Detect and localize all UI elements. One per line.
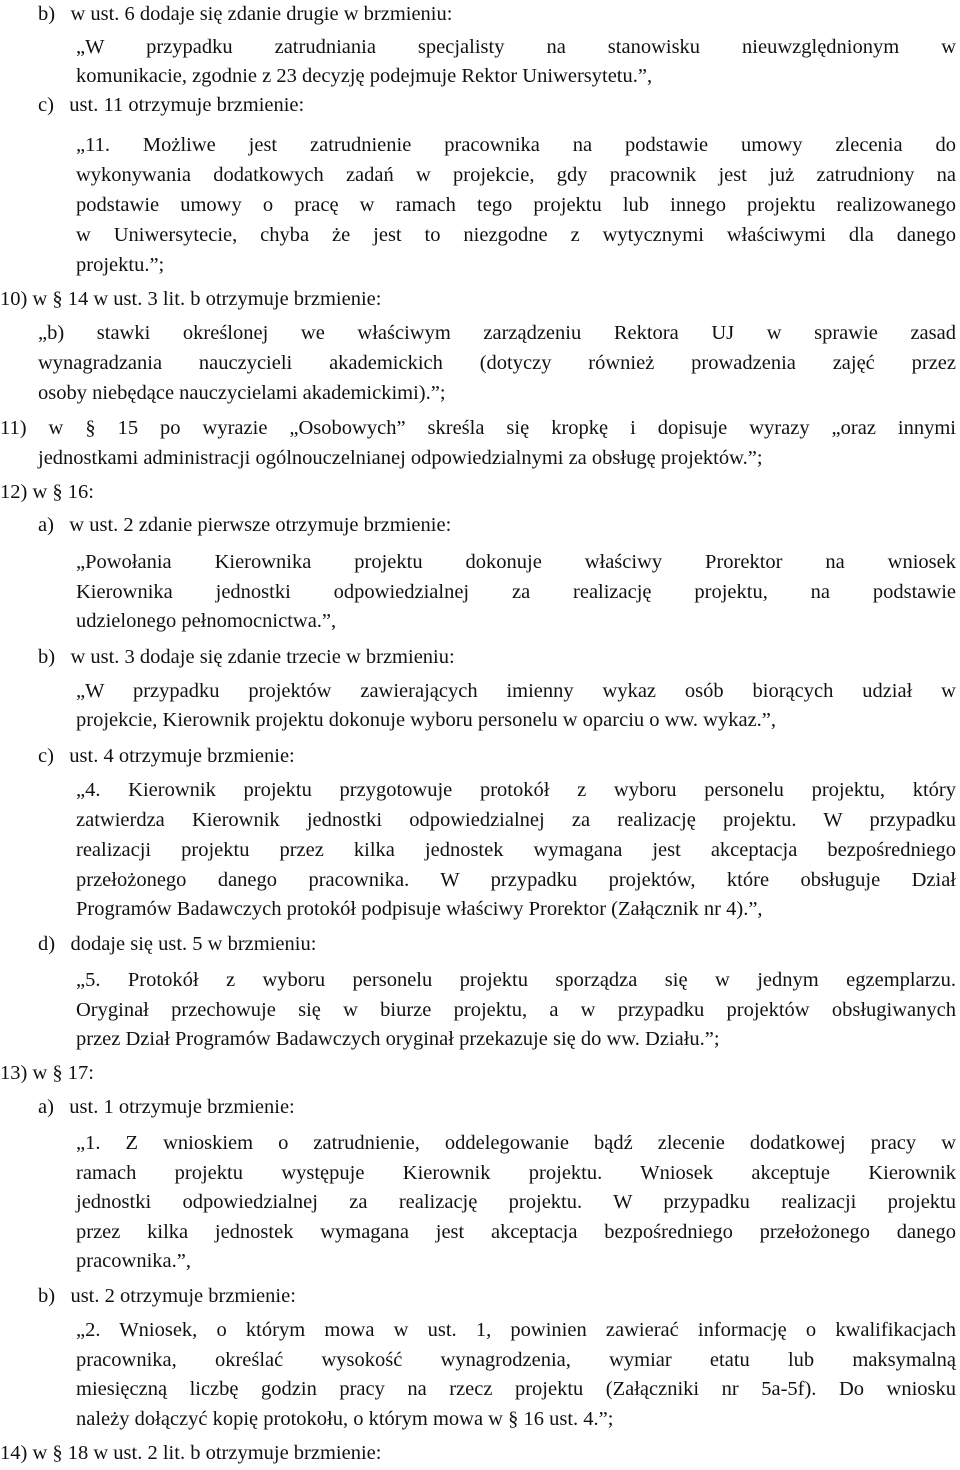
text-line: a) ust. 1 otrzymuje brzmienie: [38, 1096, 295, 1118]
text-line: udzielonego pełnomocnictwa.”, [76, 610, 337, 632]
text-line: przełożonego danego pracownika. W przypadku projektów, które obsługuje Dział [76, 869, 956, 891]
text-line: c) ust. 4 otrzymuje brzmienie: [38, 745, 295, 767]
text-line: wynagradzania nauczycieli akademickich (dotyczy również prowadzenia zajęć przez [38, 352, 956, 374]
text-line: 13) w § 17: [0, 1062, 94, 1084]
text-line: Programów Badawczych protokół podpisuje właściwy Prorektor (Załącznik nr 4).”, [76, 898, 763, 920]
text-line: b) w ust. 3 dodaje się zdanie trzecie w brzmieniu: [38, 646, 455, 668]
text-line: projektu.”; [76, 254, 165, 276]
text-line: zatwierdza Kierownik jednostki odpowiedzialnej za realizację projektu. W przypadku [76, 809, 956, 831]
text-line: pracownika.”, [76, 1250, 191, 1272]
text-line: przez Dział Programów Badawczych oryginał przekazuje się do ww. Działu.”; [76, 1028, 720, 1050]
text-line: jednostkami administracji ogólnouczelnianej odpowiedzialnymi za obsługę projektów.”; [38, 447, 763, 469]
text-line: d) dodaje się ust. 5 w brzmieniu: [38, 933, 317, 955]
text-line: „2. Wniosek, o którym mowa w ust. 1, powinien zawierać informację o kwalifikacjach [76, 1319, 956, 1341]
text-line: „W przypadku zatrudniania specjalisty na stanowisku nieuwzględnionym w [76, 36, 956, 58]
text-line: „1. Z wnioskiem o zatrudnienie, oddelegowanie bądź zlecenie dodatkowej pracy w [76, 1132, 956, 1154]
text-line: „Powołania Kierownika projektu dokonuje właściwy Prorektor na wniosek [76, 551, 956, 573]
text-line: w Uniwersytecie, chyba że jest to niezgodne z wytycznymi właściwymi dla danego [76, 224, 956, 246]
text-line: należy dołączyć kopię protokołu, o którym mowa w § 16 ust. 4.”; [76, 1408, 614, 1430]
text-line: 14) w § 18 w ust. 2 lit. b otrzymuje brzmienie: [0, 1442, 382, 1464]
text-line: 12) w § 16: [0, 481, 94, 503]
text-line: a) w ust. 2 zdanie pierwsze otrzymuje brzmienie: [38, 514, 452, 536]
text-line: Kierownika jednostki odpowiedzialnej za realizację projektu, na podstawie [76, 581, 956, 603]
text-line: b) ust. 2 otrzymuje brzmienie: [38, 1285, 296, 1307]
text-line: Oryginał przechowuje się w biurze projektu, a w przypadku projektów obsługiwanych [76, 999, 956, 1021]
text-line: b) w ust. 6 dodaje się zdanie drugie w brzmieniu: [38, 3, 453, 25]
text-line: komunikacie, zgodnie z 23 decyzję podejmuje Rektor Uniwersytetu.”, [76, 65, 653, 87]
text-line: osoby niebędące nauczycielami akademickimi).”; [38, 382, 446, 404]
text-line: projekcie, Kierownik projektu dokonuje wyboru personelu w oparciu o ww. wykaz.”, [76, 709, 777, 731]
text-line: jednostki odpowiedzialnej za realizację projektu. W przypadku realizacji projektu [76, 1191, 956, 1213]
text-line: pracownika, określać wysokość wynagrodzenia, wymiar etatu lub maksymalną [76, 1349, 956, 1371]
text-line: miesięczną liczbę godzin pracy na rzecz projektu (Załączniki nr 5a-5f). Do wniosku [76, 1378, 956, 1400]
text-line: c) ust. 11 otrzymuje brzmienie: [38, 94, 305, 116]
text-line: podstawie umowy o pracę w ramach tego projektu lub innego projektu realizowanego [76, 194, 956, 216]
text-line: „W przypadku projektów zawierających imienny wykaz osób biorących udział w [76, 680, 956, 702]
text-line: „11. Możliwe jest zatrudnienie pracownika na podstawie umowy zlecenia do [76, 134, 956, 156]
text-line: „b) stawki określonej we właściwym zarządzeniu Rektora UJ w sprawie zasad [38, 322, 956, 344]
text-line: 11) w § 15 po wyrazie „Osobowych” skreśla się kropkę i dopisuje wyrazy „oraz innymi [0, 417, 956, 439]
text-line: przez kilka jednostek wymagana jest akceptacja bezpośredniego przełożonego danego [76, 1221, 956, 1243]
text-line: realizacji projektu przez kilka jednostek wymagana jest akceptacja bezpośredniego [76, 839, 956, 861]
text-line: ramach projektu występuje Kierownik projektu. Wniosek akceptuje Kierownik [76, 1162, 956, 1184]
text-line: wykonywania dodatkowych zadań w projekcie, gdy pracownik jest już zatrudniony na [76, 164, 956, 186]
text-line: 10) w § 14 w ust. 3 lit. b otrzymuje brzmienie: [0, 288, 382, 310]
text-line: „5. Protokół z wyboru personelu projektu sporządza się w jednym egzemplarzu. [76, 969, 956, 991]
text-line: „4. Kierownik projektu przygotowuje protokół z wyboru personelu projektu, który [76, 779, 956, 801]
